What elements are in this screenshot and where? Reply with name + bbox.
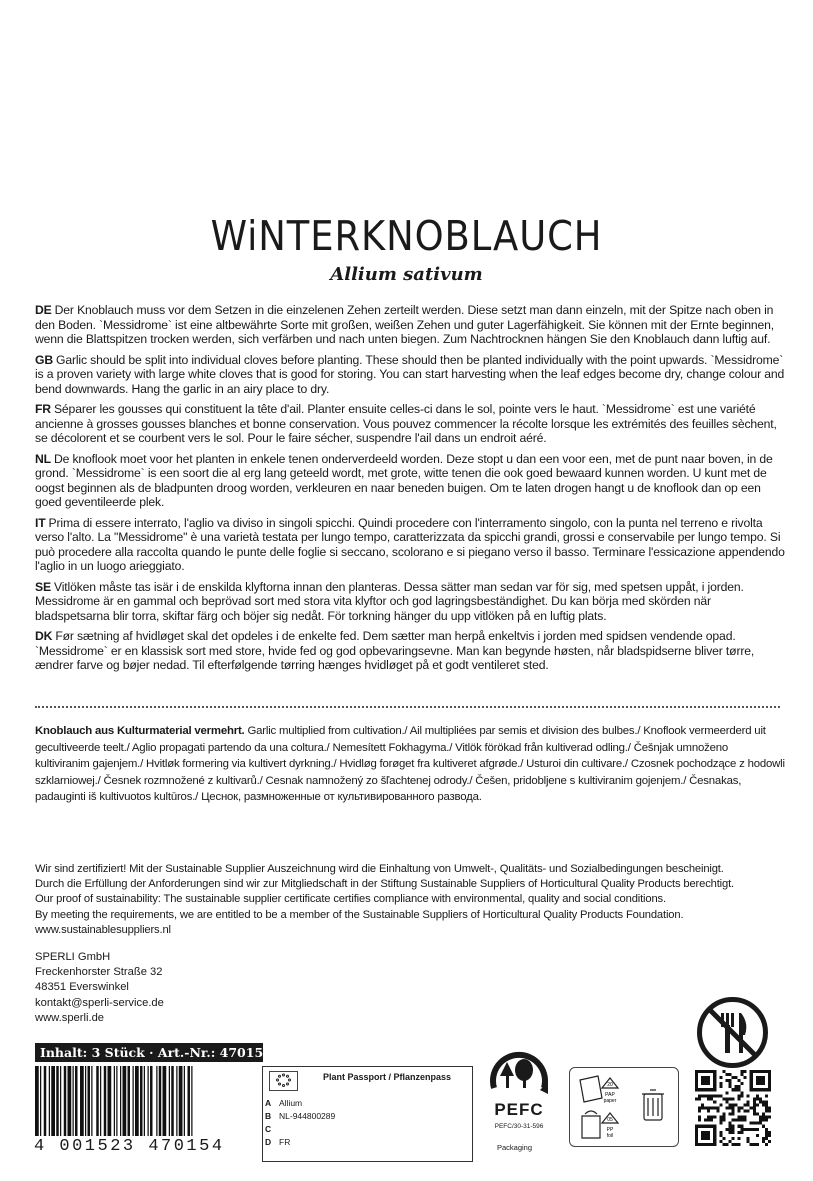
qr-module <box>765 1100 768 1103</box>
qr-module <box>707 1094 710 1097</box>
qr-module <box>762 1137 765 1140</box>
qr-module <box>728 1140 731 1143</box>
qr-module <box>722 1119 725 1122</box>
qr-module <box>744 1128 747 1131</box>
foil-bottom: foil <box>606 1133 614 1139</box>
barcode-bar <box>188 1066 191 1136</box>
qr-module <box>738 1137 741 1140</box>
qr-module <box>741 1125 744 1128</box>
qr-module <box>738 1116 741 1119</box>
qr-module <box>713 1094 716 1097</box>
barcode-bar <box>80 1066 84 1136</box>
qr-module <box>728 1079 731 1082</box>
qr-module <box>741 1106 744 1109</box>
qr-module <box>738 1106 741 1109</box>
qr-module <box>753 1113 756 1116</box>
qr-module <box>744 1076 747 1079</box>
recycle-icons <box>570 1068 680 1148</box>
qr-module <box>735 1143 738 1146</box>
qr-module <box>731 1076 734 1079</box>
certification-link[interactable]: www.sustainablesuppliers.nl <box>35 923 171 936</box>
passport-header <box>263 1067 474 1095</box>
qr-module <box>707 1097 710 1100</box>
qr-module <box>735 1088 738 1091</box>
qr-module <box>768 1106 771 1109</box>
barcode-bar <box>75 1066 78 1136</box>
qr-module <box>741 1073 744 1076</box>
qr-module <box>768 1116 771 1119</box>
qr-module <box>728 1125 731 1128</box>
pefc-code: PEFC/30-31-596 <box>494 1123 544 1130</box>
barcode-bar <box>96 1066 99 1136</box>
qr-module <box>747 1128 750 1131</box>
qr-module <box>731 1088 734 1091</box>
qr-module <box>701 1131 710 1140</box>
recycle-num-top: 20 <box>607 1082 613 1088</box>
qr-module <box>695 1097 698 1100</box>
pefc-logo <box>486 1046 552 1156</box>
content-article-bar: Inhalt: 3 Stück · Art.-Nr.: 470154 <box>35 1043 263 1062</box>
qr-module <box>719 1103 722 1106</box>
qr-module <box>738 1131 741 1134</box>
qr-module <box>744 1110 747 1113</box>
qr-module <box>765 1110 768 1113</box>
instruction-gb: GB Garlic should be split into individual cloves before planting. These should then be planted individually with the point upwards. `Messidrome` is a proven variety with large white cloves that is good for storing. You can start harvesting when the leaf edges become dry, change colour and bend downwards. Hang the garlic in an airy place to dry. <box>35 352 785 396</box>
qr-module <box>768 1131 771 1134</box>
barcode-bar <box>133 1066 134 1136</box>
qr-module <box>719 1116 722 1119</box>
barcode-bar <box>123 1066 127 1136</box>
qr-module <box>725 1100 728 1103</box>
qr-module <box>725 1091 728 1094</box>
qr-module <box>738 1110 741 1113</box>
instruction-se: SE Vitlöken måste tas isär i de enskilda klyftorna innan den planteras. Dessa sätter man sedan var för sig, med spetsen uppåt, i jorden. Messidrome är en gammal och beprövad sort med stora vita klyftor och god lagringsbeständighet. Du kan börja med skörden när bladspetsarna blir torra, skiftar färg och böjer sig nedåt. För torkning hänger du upp vitlöken på en luftig plats. <box>35 579 744 623</box>
qr-module <box>750 1106 753 1109</box>
qr-module <box>765 1128 768 1131</box>
qr-module <box>753 1143 756 1146</box>
qr-module <box>713 1100 716 1103</box>
barcode-bar <box>116 1066 117 1136</box>
qr-module <box>722 1137 725 1140</box>
qr-module <box>756 1076 765 1085</box>
barcode-bar <box>191 1066 192 1136</box>
qr-module <box>762 1113 765 1116</box>
qr-module <box>735 1103 738 1106</box>
barcode-number: 4 001523 470154 <box>34 1137 225 1156</box>
barcode-bar <box>156 1066 157 1136</box>
barcode-bar <box>135 1066 139 1136</box>
qr-module <box>747 1137 750 1140</box>
qr-code-icon[interactable] <box>695 1070 771 1146</box>
qr-module <box>762 1103 765 1106</box>
passport-title: Plant Passport / Pflanzenpass <box>323 1072 452 1082</box>
barcode-bar <box>35 1066 39 1136</box>
qr-module <box>722 1116 725 1119</box>
barcode-bar <box>169 1066 170 1136</box>
qr-module <box>747 1110 750 1113</box>
qr-module <box>765 1103 768 1106</box>
qr-module <box>741 1070 744 1073</box>
qr-module <box>756 1113 759 1116</box>
barcode-bar <box>120 1066 121 1136</box>
qr-module <box>704 1094 707 1097</box>
qr-module <box>756 1128 759 1131</box>
passport-row-b: B NL-944800289 <box>265 1111 336 1121</box>
qr-module <box>735 1085 738 1088</box>
qr-module <box>738 1143 741 1146</box>
qr-module <box>738 1125 741 1128</box>
qr-module <box>744 1103 747 1106</box>
qr-module <box>698 1094 701 1097</box>
company-address: SPERLI GmbH Freckenhorster Straße 32 48351 Everswinkel kontakt@sperli-service.de www.sperli.de <box>35 950 335 1026</box>
qr-module <box>716 1110 719 1113</box>
instruction-it: IT Prima di essere interrato, l'aglio va diviso in singoli spicchi. Quindi procedere con l'interramento singolo, con la punta nel terreno e rivolta verso l'alto. La "Messidrome" è una varietà testata per lungo tempo, caratterizzata da spicchi grandi, grossi e conservabile per lungo tempo. Si può procedere alla raccolta quando le punte delle foglie si seccano, scolorano e si piegano verso il basso. Terminare l'essicazione appendendo l'aglio in un luogo arieggiato. <box>35 515 785 573</box>
qr-module <box>762 1100 765 1103</box>
barcode-bar <box>73 1066 74 1136</box>
qr-module <box>707 1106 710 1109</box>
qr-module <box>710 1106 713 1109</box>
no-food-icon <box>695 995 770 1070</box>
qr-module <box>756 1143 759 1146</box>
qr-module <box>747 1140 750 1143</box>
barcode-bar <box>51 1066 55 1136</box>
certification-text: Wir sind zertifiziert! Mit der Sustainable Supplier Auszeichnung wird die Einhaltung von Umwelt-, Qualitäts- und Sozialbedingungen bescheinigt. Durch die Erfüllung der Anforderungen sind wir zur Mitgliedschaft in der Stiftung Sustainable Suppliers of Horticultural Quality Products berechtigt. Our proof of sustainability: The sustainable supplier certificate certifies compliance with environmental, quality and social conditions. By meeting the requirements, we are entitled to be a member of the Sustainable Suppliers of Horticultural Quality Products Foundation. www.sustainablesuppliers.nl <box>35 862 795 938</box>
qr-module <box>759 1097 762 1100</box>
qr-module <box>722 1113 725 1116</box>
qr-module <box>756 1103 759 1106</box>
qr-module <box>738 1085 741 1088</box>
plant-passport <box>262 1066 473 1162</box>
qr-module <box>753 1103 756 1106</box>
eu-flag-icon <box>269 1071 298 1091</box>
qr-module <box>719 1076 722 1079</box>
qr-module <box>716 1094 719 1097</box>
packaging-label: Packaging <box>497 1143 533 1152</box>
passport-row-c: C <box>265 1124 272 1134</box>
qr-module <box>741 1128 744 1131</box>
qr-module <box>713 1116 716 1119</box>
qr-module <box>731 1113 734 1116</box>
barcode-bar <box>176 1066 177 1136</box>
qr-module <box>731 1137 734 1140</box>
qr-module <box>725 1128 728 1131</box>
barcode-bar <box>91 1066 92 1136</box>
qr-module <box>765 1119 768 1122</box>
qr-module <box>768 1140 771 1143</box>
qr-module <box>768 1110 771 1113</box>
qr-module <box>719 1094 722 1097</box>
qr-module <box>728 1131 731 1134</box>
qr-module <box>731 1097 734 1100</box>
qr-module <box>731 1110 734 1113</box>
qr-module <box>731 1131 734 1134</box>
qr-module <box>698 1116 701 1119</box>
qr-module <box>701 1106 704 1109</box>
qr-module <box>698 1119 701 1122</box>
qr-module <box>722 1097 725 1100</box>
qr-module <box>710 1097 713 1100</box>
qr-module <box>738 1119 741 1122</box>
qr-module <box>707 1116 710 1119</box>
qr-module <box>722 1070 725 1073</box>
qr-module <box>744 1119 747 1122</box>
barcode-bar <box>100 1066 101 1136</box>
qr-module <box>765 1134 768 1137</box>
qr-module <box>698 1106 701 1109</box>
qr-module <box>719 1131 722 1134</box>
qr-module <box>759 1119 762 1122</box>
qr-module <box>698 1097 701 1100</box>
qr-module <box>719 1122 722 1125</box>
qr-module <box>728 1082 731 1085</box>
qr-module <box>756 1094 759 1097</box>
qr-module <box>731 1125 734 1128</box>
qr-module <box>741 1091 744 1094</box>
barcode-bar <box>49 1066 50 1136</box>
qr-module <box>725 1143 728 1146</box>
barcode-bars <box>35 1066 247 1140</box>
qr-module <box>701 1076 710 1085</box>
qr-module <box>747 1094 750 1097</box>
qr-module <box>762 1119 765 1122</box>
barcode-bar <box>88 1066 91 1136</box>
passport-row-d: D FR <box>265 1137 291 1147</box>
qr-module <box>753 1106 756 1109</box>
passport-row-a: A Allium <box>265 1098 303 1108</box>
qr-module <box>765 1131 768 1134</box>
qr-module <box>735 1119 738 1122</box>
qr-module <box>738 1097 741 1100</box>
foil-top: PP <box>606 1127 614 1133</box>
barcode-bar <box>56 1066 59 1136</box>
botanical-name: Allium sativum <box>330 264 483 285</box>
qr-module <box>753 1110 756 1113</box>
qr-module <box>731 1143 734 1146</box>
qr-module <box>707 1110 710 1113</box>
qr-module <box>741 1082 744 1085</box>
qr-module <box>765 1094 768 1097</box>
qr-module <box>710 1116 713 1119</box>
barcode-bar <box>68 1066 72 1136</box>
barcode-bar <box>179 1066 183 1136</box>
barcode-bar <box>171 1066 174 1136</box>
qr-module <box>768 1134 771 1137</box>
barcode-bar <box>159 1066 162 1136</box>
website-link[interactable]: www.sperli.de <box>35 1011 105 1024</box>
qr-module <box>756 1097 759 1100</box>
recycling-info <box>569 1067 679 1147</box>
qr-module <box>728 1073 731 1076</box>
qr-module <box>707 1119 710 1122</box>
recycle-num-bottom: 05 <box>607 1117 613 1123</box>
qr-module <box>762 1125 765 1128</box>
qr-module <box>719 1119 722 1122</box>
qr-module <box>744 1070 747 1073</box>
barcode-bar <box>44 1066 47 1136</box>
instruction-nl: NL De knoflook moet voor het planten in enkele tenen onderverdeeld worden. Deze stopt u dan een voor een, met de punt naar boven, in de grond. `Messidrome` is een soort die al erg lang geteeld wordt, met grote, witte tenen die ook goed bewaard kunnen worden. U kunt met de oogst beginnen als de bladpunten droog worden, verkleuren en naar beneden buigen. Om te laten drogen hangt u de knoflook dan op een goed geventileerde plek. <box>35 451 773 509</box>
qr-module <box>753 1122 756 1125</box>
qr-module <box>738 1079 741 1082</box>
qr-module <box>728 1113 731 1116</box>
qr-module <box>725 1073 728 1076</box>
qr-module <box>762 1140 765 1143</box>
qr-module <box>765 1137 768 1140</box>
qr-module <box>728 1085 731 1088</box>
qr-module <box>765 1143 768 1146</box>
pefc-tree-icon <box>486 1046 552 1100</box>
contact-email[interactable]: kontakt@sperli-service.de <box>35 996 164 1009</box>
qr-module <box>719 1082 722 1085</box>
qr-module <box>701 1094 704 1097</box>
barcode-bar <box>104 1066 107 1136</box>
qr-module <box>719 1134 722 1137</box>
barcode-bar <box>150 1066 153 1136</box>
barcode-bar <box>128 1066 131 1136</box>
qr-module <box>719 1140 722 1143</box>
instruction-de: DE Der Knoblauch muss vor dem Setzen in die einzelenen Zehen zerteilt werden. Diese setzt man dann einzeln, mit der Spitze nach oben in den Boden. `Messidrome` ist eine altbewährte Sorte mit großen, weißen Zehen und guter Lagerfähigkeit. Sie können mit der Ernte beginnen, wenn die Blattspitzen trocken werden, sich verfärben und nach unten biegen. Zum Nachtrocknen hängen Sie den Knoblauch dann luftig auf. <box>35 303 775 346</box>
qr-module <box>753 1128 756 1131</box>
qr-module <box>701 1103 704 1106</box>
qr-module <box>759 1116 762 1119</box>
qr-module <box>753 1097 756 1100</box>
qr-module <box>719 1085 722 1088</box>
qr-module <box>725 1097 728 1100</box>
barcode-bar <box>140 1066 143 1136</box>
qr-module <box>741 1119 744 1122</box>
product-title: WiNTERKNOBLAUCH <box>210 212 603 260</box>
qr-module <box>704 1119 707 1122</box>
qr-module <box>710 1119 713 1122</box>
qr-module <box>725 1106 728 1109</box>
barcode-bar <box>60 1066 61 1136</box>
qr-module <box>728 1128 731 1131</box>
barcode-bar <box>163 1066 167 1136</box>
qr-module <box>741 1131 744 1134</box>
qr-module <box>753 1100 756 1103</box>
qr-module <box>738 1088 741 1091</box>
barcode-bar <box>108 1066 112 1136</box>
qr-module <box>765 1116 768 1119</box>
pefc-name: PEFC <box>494 1100 544 1119</box>
qr-module <box>765 1106 768 1109</box>
qr-module <box>704 1106 707 1109</box>
qr-module <box>750 1122 753 1125</box>
qr-module <box>728 1097 731 1100</box>
qr-module <box>731 1103 734 1106</box>
qr-module <box>738 1094 741 1097</box>
qr-module <box>698 1110 701 1113</box>
qr-module <box>725 1079 728 1082</box>
qr-module <box>762 1116 765 1119</box>
propagation-note: Knoblauch aus Kulturmaterial vermehrt. Garlic multiplied from cultivation./ Ail multipliées par semis et division des bulbes./ Knoflook vermeerderd uit gecultiveerde teelt./ Aglio propagati partendo da una coltura./ Nemesített Fokhagyma./ Vitlök förökad från kultiverad odling./ Češnjak umnoženo kultiviranim gajenjem./ Hvitløk formering via kultivert dyrkning./ Hvidløg forøget fra kultiveret afgrøde./ Usturoi din cultivare./ Czosnek pochodzące z hodowli szklarniowej./ Česnek rozmnožené z kultivarů./ Cesnak namnožený zo šľachtenej odrody./ Češen, pridobljene s kultiviranim gojenjem./ Česnakas, padauginti iš kultivuotos kultūros./ Цеснок, размноженные от культивированного развода. <box>35 725 785 803</box>
qr-module <box>731 1119 734 1122</box>
barcode-bar <box>148 1066 149 1136</box>
instruction-fr: FR Séparer les gousses qui constituent la tête d'ail. Planter ensuite celles-ci dans le sol, pointe vers le haut. `Messidrome` est une variété ancienne à grosses gousses blanches et bonne conservation. Vous pouvez commencer la récolte lorsque les extrémités des feuilles sèchent, se décolorent et se courbent vers le sol. Pour le faire sécher, suspendre l'ail dans un endroit aéré. <box>35 402 777 445</box>
qr-module <box>728 1103 731 1106</box>
barcode-bar <box>184 1066 185 1136</box>
paper-bottom: paper <box>603 1098 617 1104</box>
qr-module <box>731 1128 734 1131</box>
qr-module <box>756 1134 759 1137</box>
qr-module <box>747 1103 750 1106</box>
qr-module <box>735 1076 738 1079</box>
qr-module <box>728 1122 731 1125</box>
barcode-bar <box>85 1066 86 1136</box>
barcode-bar <box>40 1066 41 1136</box>
qr-module <box>744 1116 747 1119</box>
instructions-block <box>35 303 785 679</box>
qr-module <box>710 1094 713 1097</box>
barcode-bar <box>64 1066 67 1136</box>
dotted-divider <box>35 706 780 708</box>
qr-module <box>759 1100 762 1103</box>
qr-module <box>759 1122 762 1125</box>
qr-module <box>722 1143 725 1146</box>
qr-module <box>756 1122 759 1125</box>
qr-module <box>741 1116 744 1119</box>
qr-module <box>713 1106 716 1109</box>
qr-module <box>731 1106 734 1109</box>
barcode-bar <box>144 1066 145 1136</box>
qr-module <box>716 1106 719 1109</box>
paper-top: PAP <box>605 1092 615 1098</box>
barcode-bar <box>114 1066 115 1136</box>
instruction-dk: DK Før sætning af hvidløget skal det opdeles i de enkelte fed. Dem sætter man herpå enkeltvis i jorden med spidsen vendende opad. `Messidrome` er en klassisk sort med store, hvide fed og god opbevaringsevne. Man kan begynde høsten, når bladspidserne bliver tørre, ændrer farve og bøjer nedad. Til efterfølgende tørring hænges hvidløget på et godt ventileret sted. <box>35 629 755 672</box>
qr-module <box>750 1128 753 1131</box>
qr-module <box>741 1094 744 1097</box>
qr-module <box>728 1106 731 1109</box>
qr-module <box>750 1143 753 1146</box>
qr-module <box>747 1100 750 1103</box>
